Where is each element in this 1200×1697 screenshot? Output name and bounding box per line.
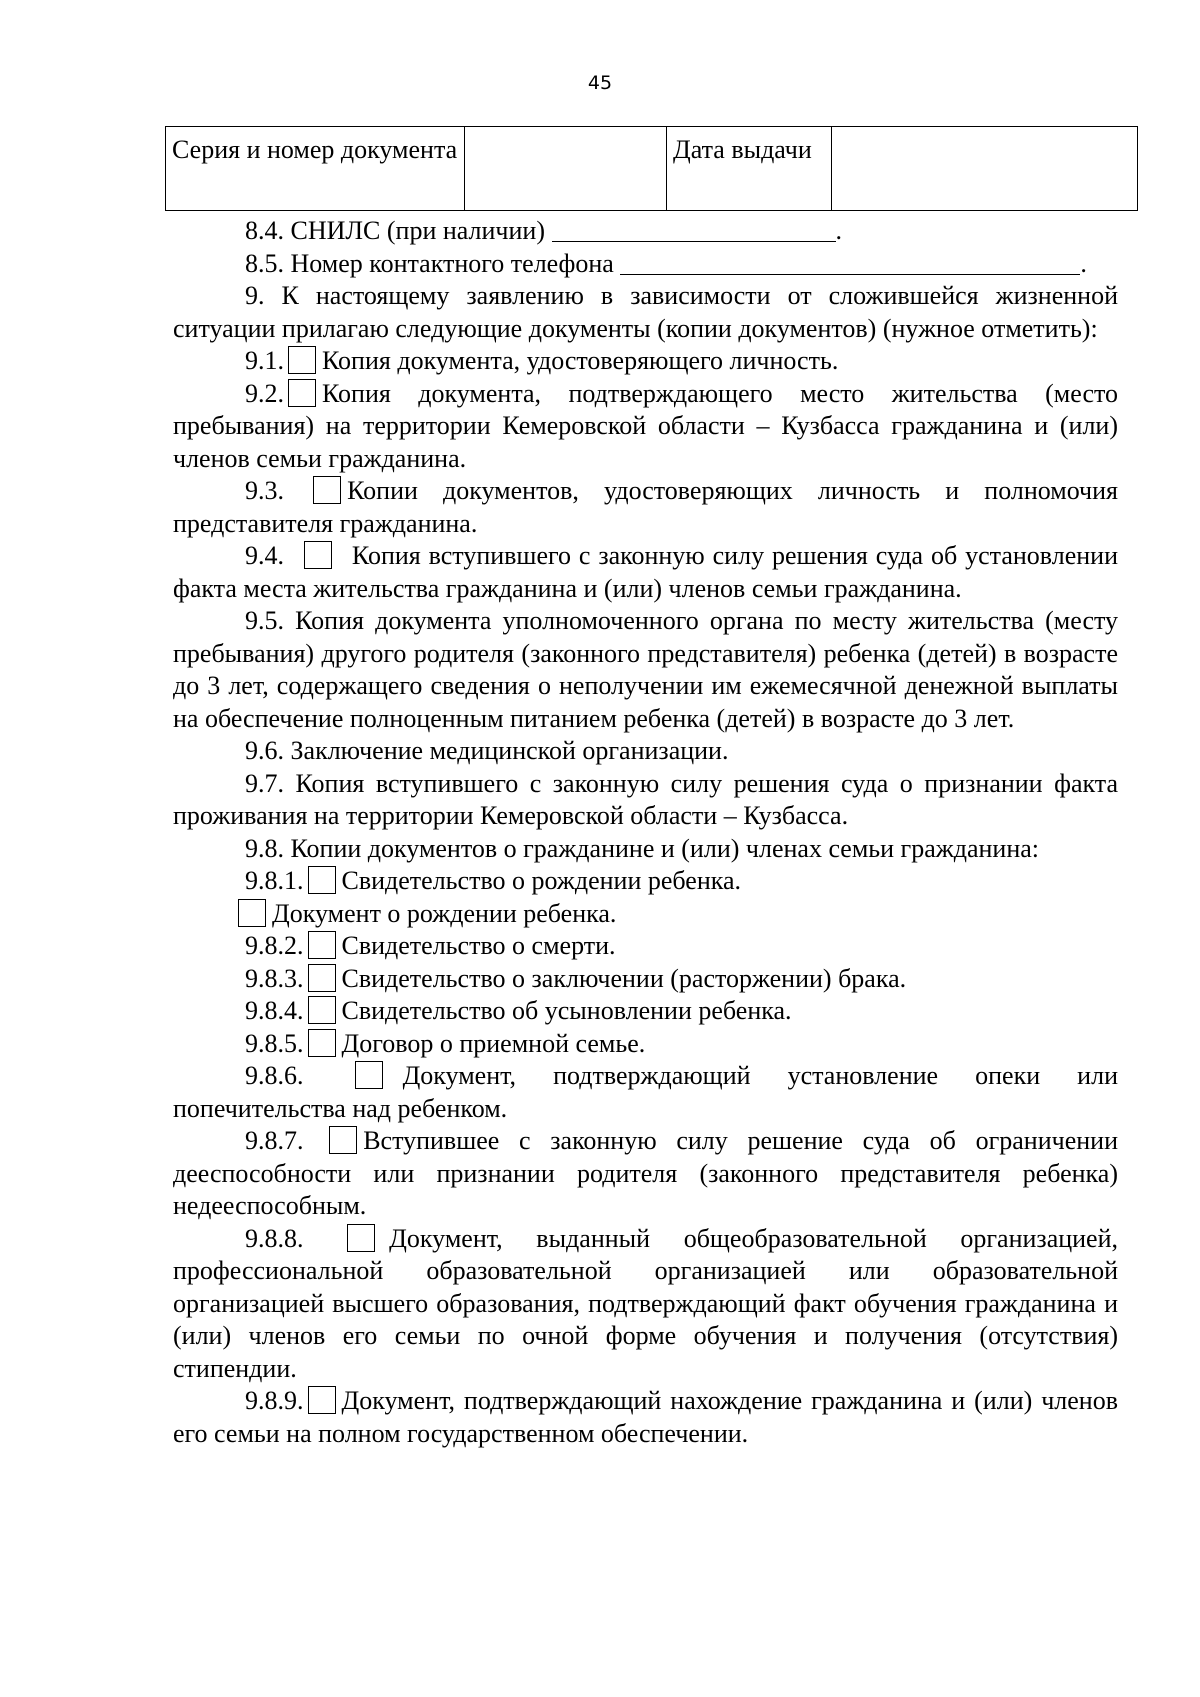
item-number: 9.8.9. (245, 1386, 304, 1415)
item-text: Документ о рождении ребенка. (272, 898, 617, 928)
issue-date-value[interactable] (832, 127, 1138, 211)
snils-input-line[interactable] (552, 217, 836, 242)
item-text: Документ, выданный общеобразовательной организацией, профессиональной образовательной организацией или образовательной организацией высшего образования, подтверждающий факт обучения гражданина и (или) членов его семьи по очной форме обучения и получения (отсутствия) стипендии. (173, 1223, 1119, 1383)
item-9-8: 9.8. Копии документов о гражданине и (или) членах семьи гражданина: (245, 833, 1040, 863)
checkbox-9-8-5[interactable] (308, 1029, 336, 1057)
item-9-7: 9.7. Копия вступившего с законную силу решения суда о признании факта проживания на территории Кемеровской области – Кузбасса. (173, 768, 1118, 830)
checkbox-9-8-9[interactable] (308, 1386, 336, 1414)
item-number: 9.8.2. (245, 931, 304, 960)
item-number: 9.8.5. (245, 1028, 304, 1058)
checkbox-9-8-6[interactable] (355, 1061, 383, 1089)
checkbox-9-8-4[interactable] (308, 996, 336, 1024)
item-number: 9.8.8. (245, 1223, 304, 1253)
checkbox-9-4[interactable] (304, 541, 332, 569)
item-9-8-1 (173, 865, 1118, 898)
item-9-8-5 (173, 1028, 1118, 1061)
item-number: 9.3. (245, 476, 284, 505)
item-9-2 (173, 378, 1118, 476)
checkbox-9-8-7[interactable] (329, 1126, 357, 1154)
item-number: 9.4. (245, 541, 284, 570)
item-number: 9.8.4. (245, 996, 304, 1025)
issue-date-label: Дата выдачи (667, 127, 832, 211)
item-9-8-6 (173, 1060, 1118, 1125)
snils-line: 8.4. СНИЛС (при наличии) . (245, 216, 842, 245)
checkbox-9-8-1b[interactable] (238, 899, 266, 927)
snils-label: 8.4. СНИЛС (при наличии) (245, 216, 545, 245)
checkbox-9-8-1[interactable] (308, 866, 336, 894)
item-9-5: 9.5. Копия документа уполномоченного органа по месту жительства (месту пребывания) другого родителя (законного представителя) ребенка (детей) в возрасте до 3 лет, содержащего сведения о неполучении им ежемесячной денежной выплаты на обеспечение полноценным питанием ребенка (детей) в возрасте до 3 лет. (173, 606, 1118, 733)
item-text: Копии документов, удостоверяющих личность и полномочия представителя гражданина. (173, 476, 1119, 538)
item-9-8-7 (173, 1125, 1118, 1223)
item-9-8-9 (173, 1385, 1118, 1450)
item-9-4 (173, 540, 1118, 605)
item-9-1 (173, 345, 1118, 378)
checkbox-9-8-2[interactable] (308, 931, 336, 959)
item-9-6: 9.6. Заключение медицинской организации. (245, 736, 729, 765)
item-9-8-1b (173, 898, 1118, 931)
item-text: Копия документа, удостоверяющего личность. (322, 346, 839, 375)
item-9-3 (173, 475, 1118, 540)
item-number: 9.8.6. (245, 1061, 304, 1090)
item-number: 9.8.3. (245, 963, 304, 993)
item-number: 9.8.1. (245, 866, 304, 895)
phone-line: 8.5. Номер контактного телефона . (245, 248, 1087, 278)
item-text: Свидетельство о смерти. (341, 931, 616, 960)
item-number: 9.1. (245, 346, 284, 375)
item-text: Вступившее с законную силу решение суда об ограничении дееспособности или признании родителя (законного представителя ребенка) недееспособным. (173, 1126, 1118, 1220)
item-text: Свидетельство о заключении (расторжении) брака. (341, 963, 907, 993)
item-text: Договор о приемной семье. (341, 1028, 646, 1058)
item-9-8-3 (173, 963, 1118, 996)
item-text: Свидетельство об усыновлении ребенка. (341, 996, 792, 1025)
phone-input-line[interactable] (620, 250, 1080, 275)
item-text: Свидетельство о рождении ребенка. (341, 866, 742, 895)
item-9-8-8 (173, 1223, 1118, 1386)
series-number-label: Серия и номер документа (166, 127, 465, 211)
series-number-value[interactable] (465, 127, 667, 211)
phone-label: 8.5. Номер контактного телефона (245, 248, 614, 278)
item-9-8-2 (173, 930, 1118, 963)
checkbox-9-8-8[interactable] (347, 1224, 375, 1252)
page-number: 45 (587, 72, 613, 94)
checkbox-9-3[interactable] (313, 476, 341, 504)
checkbox-9-2[interactable] (288, 379, 316, 407)
item-number: 9.2. (245, 378, 284, 408)
item-number: 9.8.7. (245, 1126, 304, 1155)
section-9-intro: 9. К настоящему заявлению в зависимости от сложившейся жизненной ситуации прилагаю следующие документы (копии документов) (нужное отметить): (173, 281, 1118, 343)
item-text: Копия вступившего с законную силу решения суда об установлении факта места жительства гражданина и (или) членов семьи гражданина. (173, 541, 1118, 603)
checkbox-9-8-3[interactable] (308, 964, 336, 992)
document-info-table (165, 126, 1138, 211)
item-text: Документ, подтверждающий нахождение гражданина и (или) членов его семьи на полном государственном обеспечении. (173, 1386, 1118, 1448)
item-9-8-4 (173, 995, 1118, 1028)
form-content (173, 215, 1118, 1450)
checkbox-9-1[interactable] (288, 346, 316, 374)
item-text: Документ, подтверждающий установление опеки или попечительства над ребенком. (173, 1061, 1118, 1123)
item-text: Копия документа, подтверждающего место жительства (место пребывания) на территории Кемеровской области – Кузбасса гражданина и (или) членов семьи гражданина. (173, 378, 1118, 473)
